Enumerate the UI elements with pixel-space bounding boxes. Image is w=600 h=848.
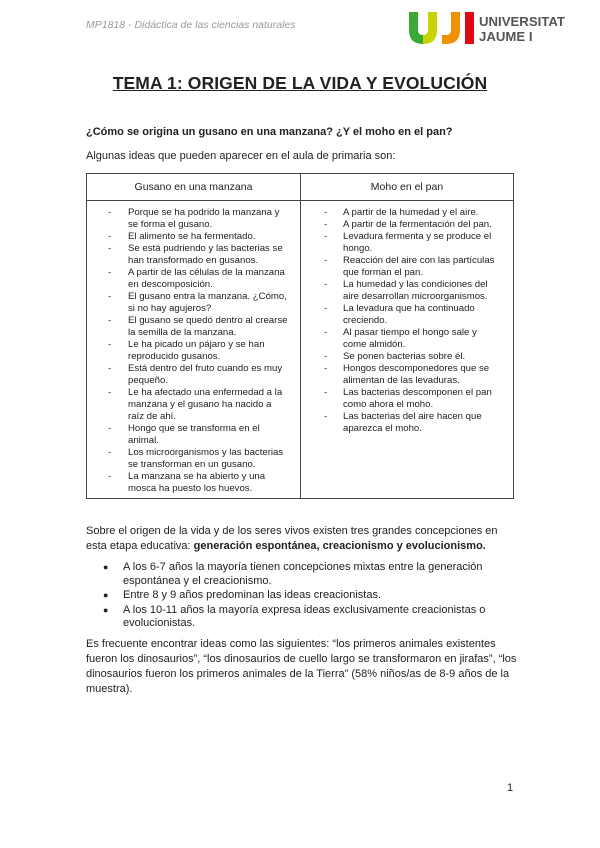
- logo-line2: JAUME I: [479, 29, 533, 44]
- list-item: - Al pasar tiempo el hongo sale y come almidón.: [301, 327, 513, 351]
- table-cell-gusano: [87, 201, 301, 499]
- table-header-moho: Moho en el pan: [370, 181, 444, 193]
- list-item: - A partir de la fermentación del pan.: [301, 219, 513, 231]
- table-cell-moho: [301, 201, 513, 499]
- list-item: - Reacción del aire con las partículas que forman el pan.: [301, 255, 513, 279]
- list-item: - Se ponen bacterias sobre él.: [301, 351, 513, 363]
- table-body-row: [87, 201, 513, 499]
- page-number: 1: [507, 782, 514, 794]
- logo-i-red: [465, 12, 474, 44]
- list-item: - Los microorganismos y las bacterias se transforman en un gusano.: [87, 447, 300, 471]
- list-item: ● A los 10-11 años la mayoría expresa ideas exclusivamente creacionistas o evolucionistas.: [86, 604, 514, 631]
- list-item: - El gusano se quedó dentro al crearse la semilla de la manzana.: [87, 315, 300, 339]
- list-item: - La manzana se ha abierto y una mosca ha puesto los huevos.: [87, 471, 300, 495]
- list-item: - A partir de las células de la manzana en descomposición.: [87, 267, 300, 291]
- list-item: - Se está pudriendo y las bacterias se han transformado en gusanos.: [87, 243, 300, 267]
- logo-u-green: [409, 12, 423, 44]
- logo-line1: UNIVERSITAT: [479, 14, 565, 29]
- list-item: - Porque se ha podrido la manzana y se forma el gusano.: [87, 207, 300, 231]
- list-item: - Le ha afectado una enfermedad a la manzana y el gusano ha nacido a raíz de ahí.: [87, 387, 300, 423]
- course-header: MP1818 - Didáctica de las ciencias naturales: [86, 19, 296, 31]
- concepciones-paragraph: [86, 524, 514, 554]
- question-heading: ¿Cómo se origina un gusano en una manzana? ¿Y el moho en el pan?: [86, 126, 453, 138]
- list-item: - A partir de la humedad y el aire.: [301, 207, 513, 219]
- concepciones-bold: generación espontánea, creacionismo y evolucionismo.: [193, 540, 486, 552]
- intro-text: Algunas ideas que pueden aparecer en el aula de primaria son:: [86, 150, 396, 162]
- list-item: - Hongos descomponedores que se alimentan de las levaduras.: [301, 363, 513, 387]
- list-item: - El gusano entra la manzana. ¿Cómo, si no hay agujeros?: [87, 291, 300, 315]
- list-item: ● A los 6-7 años la mayoría tienen concepciones mixtas entre la generación espontánea y el creacionismo.: [86, 561, 514, 588]
- concepciones-text: Sobre el origen de la vida y de los seres vivos existen tres grandes concepciones en esta etapa educativa:: [86, 525, 498, 552]
- list-item: - Las bacterias descomponen el pan como ahora el moho.: [301, 387, 513, 411]
- list-item: ● Entre 8 y 9 años predominan las ideas creacionistas.: [86, 589, 514, 603]
- moho-ideas-list: [301, 207, 513, 435]
- list-item: - La humedad y las condiciones del aire desarrollan microorganismos.: [301, 279, 513, 303]
- ideas-table: [86, 173, 514, 499]
- list-item: - Las bacterias del aire hacen que aparezca el moho.: [301, 411, 513, 435]
- gusano-ideas-list: [87, 207, 300, 495]
- list-item: - La levadura que ha continuado creciendo.: [301, 303, 513, 327]
- age-bullet-list: [86, 561, 514, 632]
- university-logo: [409, 12, 577, 44]
- table-header-row: [87, 174, 513, 201]
- dinosaurios-paragraph: Es frecuente encontrar ideas como las siguientes: “los primeros animales existentes fueron los dinosaurios”, “los dinosaurios de cuello largo se transformaron en jirafas”, “los dinosaurios fueron los primeros animales de la Tierra” (58% niños/as de 8-9 años de la muestra).: [86, 638, 517, 695]
- list-item: - Hongo que se transforma en el animal.: [87, 423, 300, 447]
- list-item: - Levadura fermenta y se produce el hongo.: [301, 231, 513, 255]
- logo-u-lime: [423, 12, 437, 44]
- page-title: TEMA 1: ORIGEN DE LA VIDA Y EVOLUCIÓN: [112, 73, 488, 93]
- table-header-gusano: Gusano en una manzana: [87, 174, 301, 200]
- list-item: - Está dentro del fruto cuando es muy pequeño.: [87, 363, 300, 387]
- list-item: - El alimento se ha fermentado.: [87, 231, 300, 243]
- list-item: - Le ha picado un pájaro y se han reproducido gusanos.: [87, 339, 300, 363]
- logo-j-orange: [442, 12, 460, 44]
